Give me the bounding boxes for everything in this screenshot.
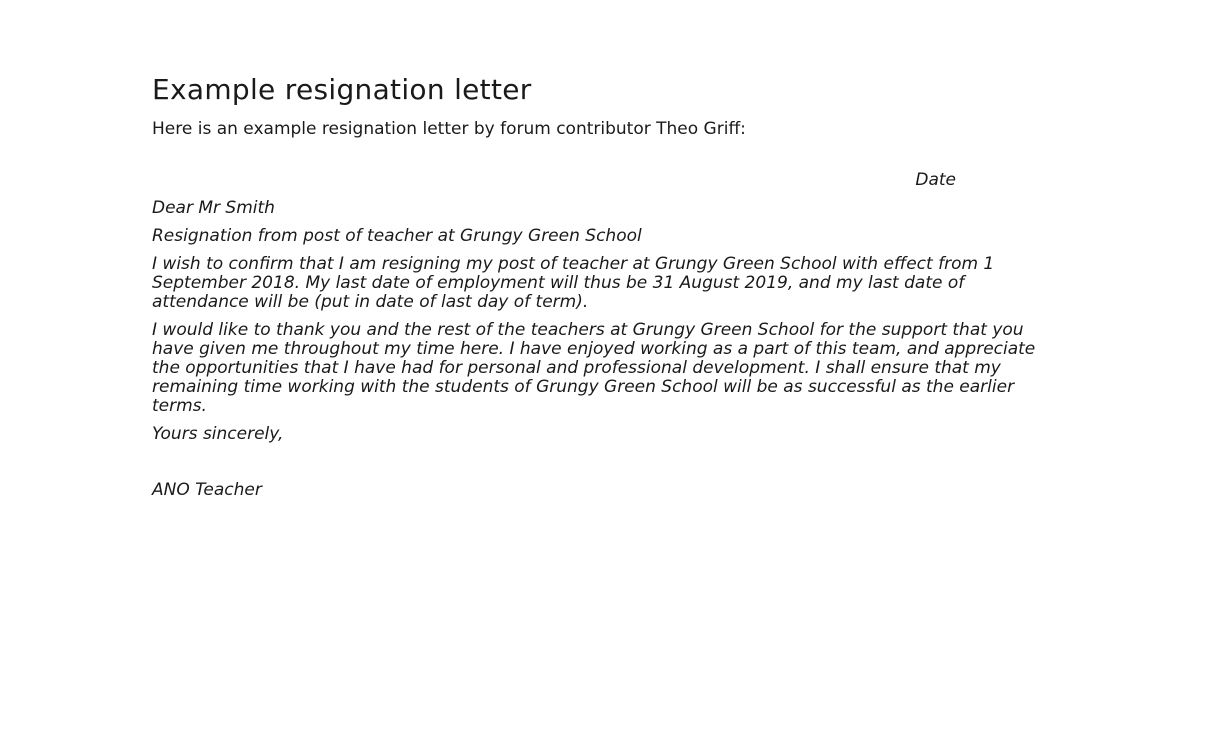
document-title: Example resignation letter bbox=[152, 73, 532, 106]
letter-paragraph-2: I would like to thank you and the rest of the teachers at Grungy Green School for the support that you have given me throughout my time here. I have enjoyed working as a part of this team, and appreciate the opportunities that I have had for personal and professional development. I shall ensure that my remaining time working with the students of Grungy Green School will be as successful as the earlier terms. bbox=[152, 320, 1036, 416]
letter-salutation: Dear Mr Smith bbox=[152, 198, 275, 218]
letter-body bbox=[152, 171, 1052, 500]
letter-paragraph-1: I wish to confirm that I am resigning my post of teacher at Grungy Green School with effect from 1 September 2018. My last date of employment will thus be 31 August 2019, and my last date of attendance will be (put in date of last day of term). bbox=[152, 254, 995, 312]
intro-text: Here is an example resignation letter by forum contributor Theo Griff: bbox=[152, 119, 746, 139]
letter-date: Date bbox=[915, 170, 956, 190]
letter-signature: ANO Teacher bbox=[152, 480, 262, 500]
letter-closing: Yours sincerely, bbox=[152, 424, 284, 444]
letter-subject: Resignation from post of teacher at Grungy Green School bbox=[152, 226, 642, 246]
document-page bbox=[152, 72, 1052, 509]
